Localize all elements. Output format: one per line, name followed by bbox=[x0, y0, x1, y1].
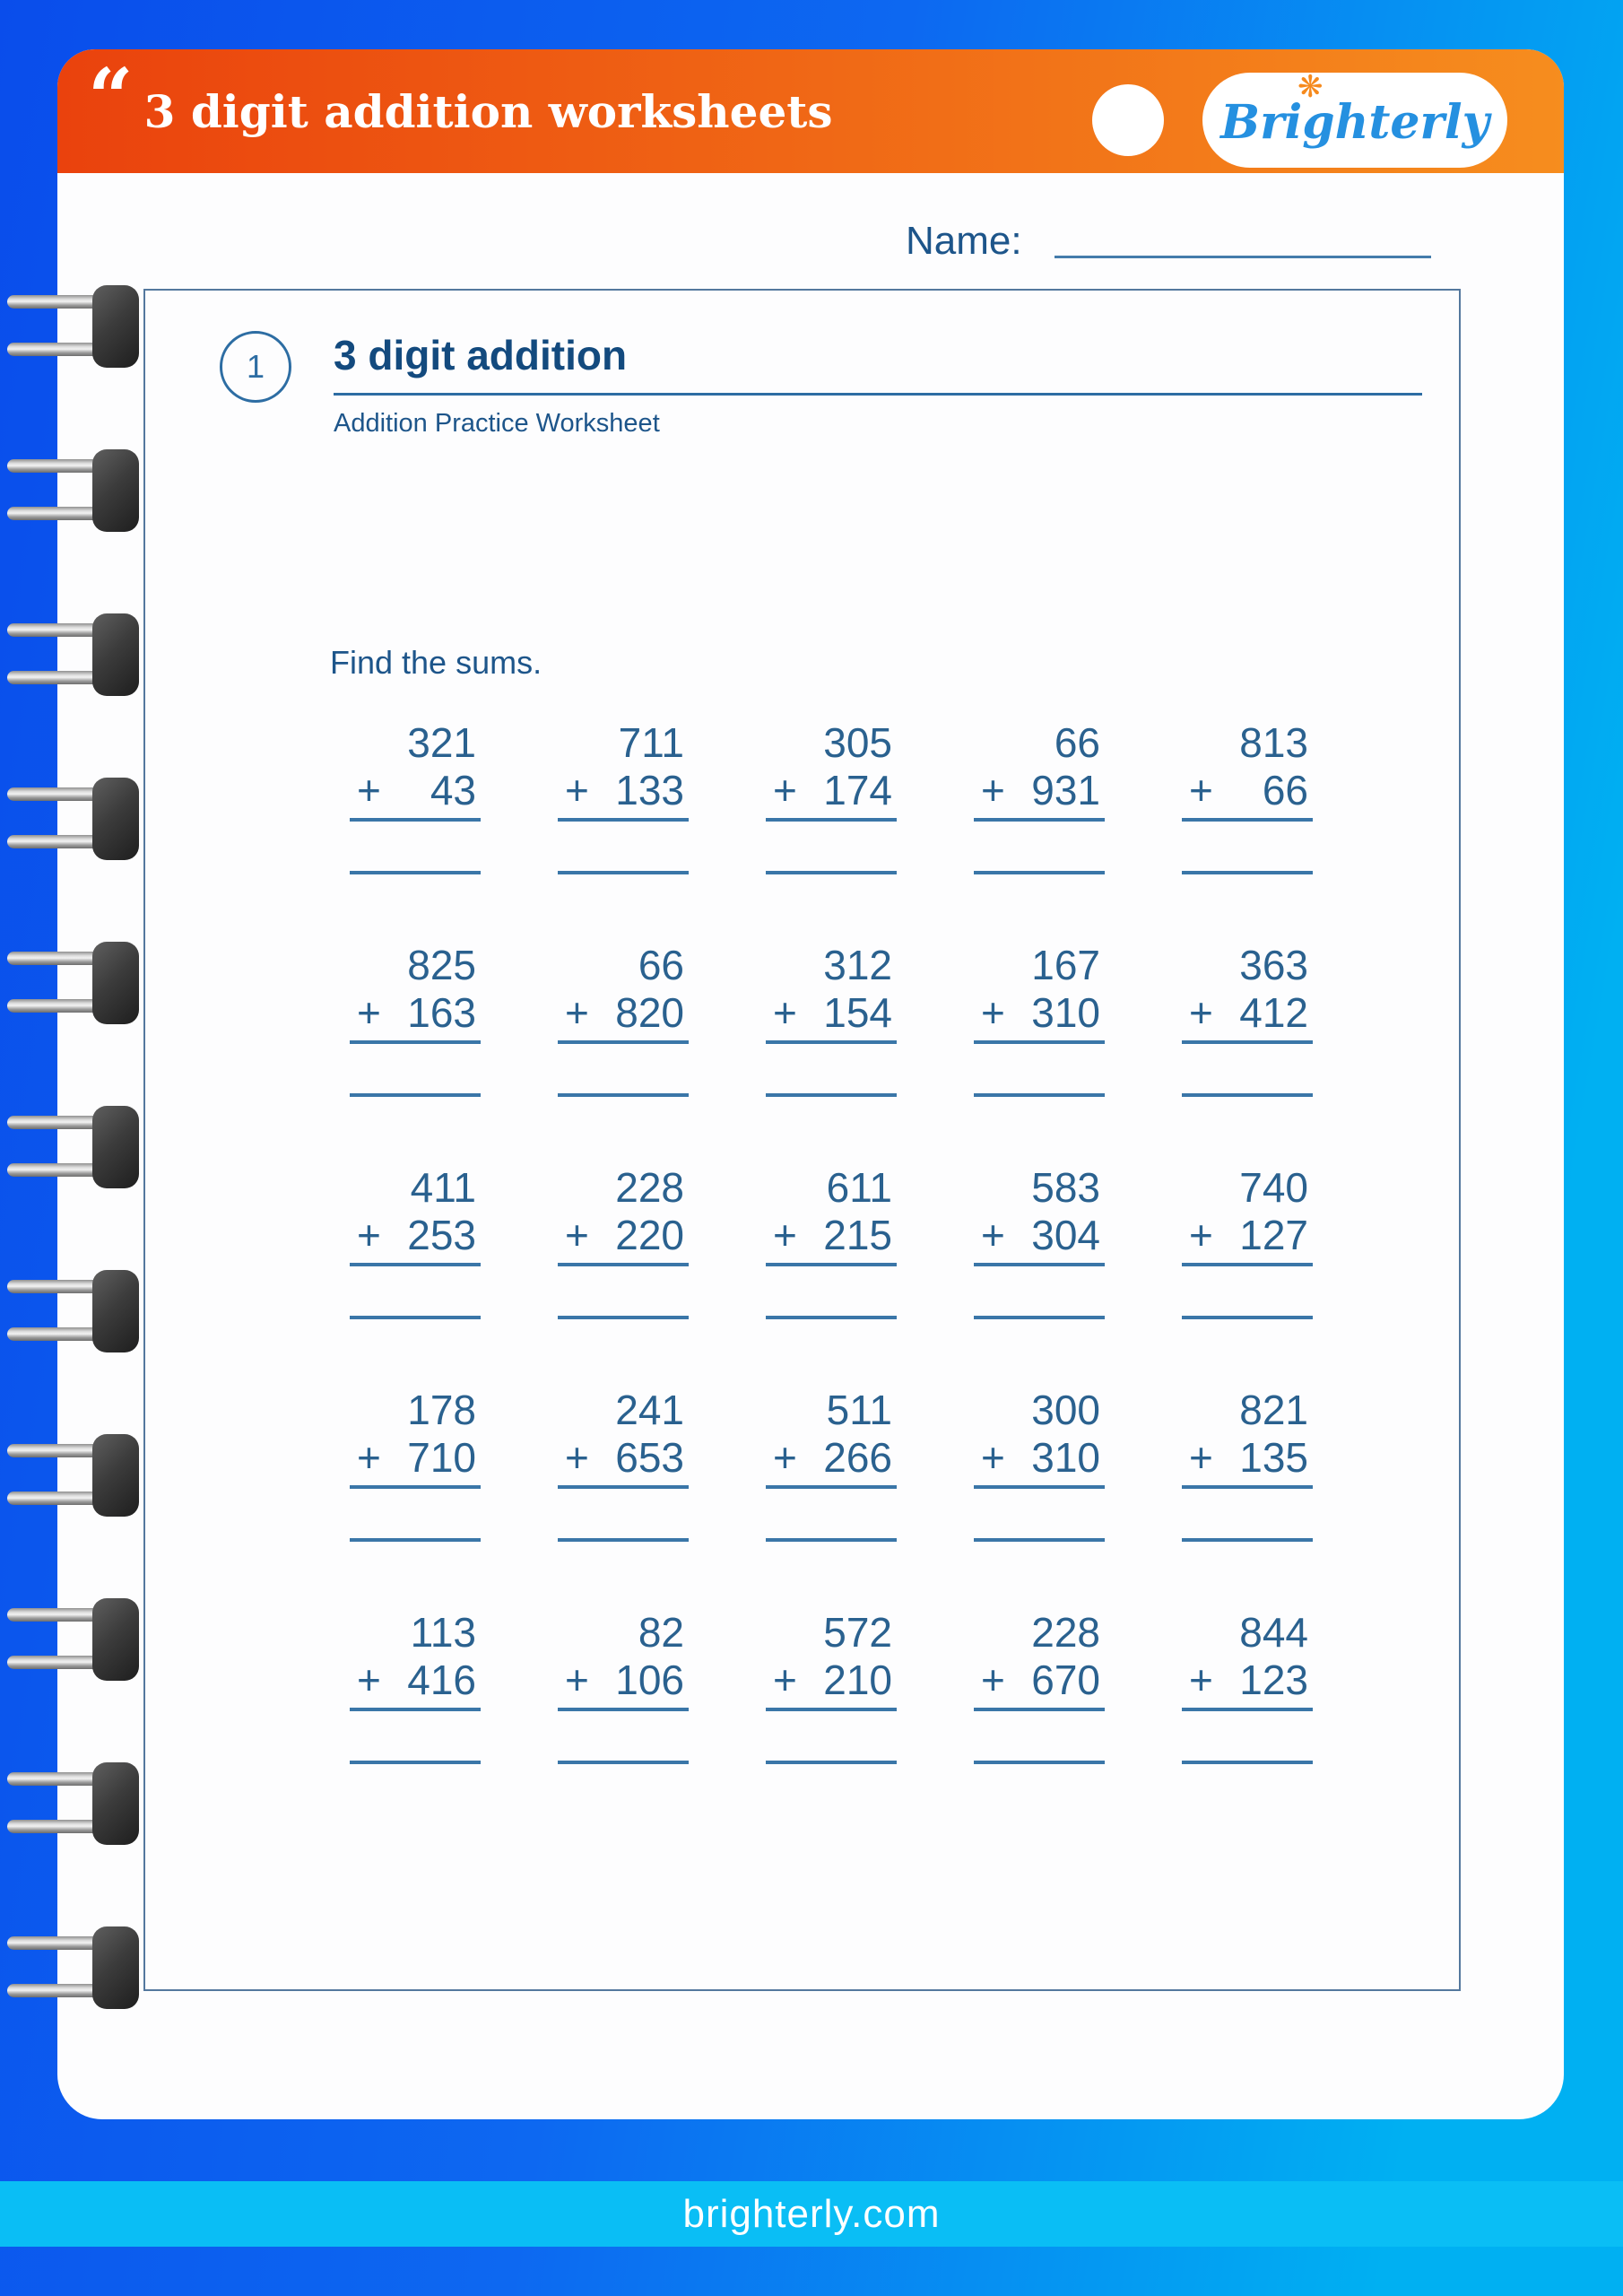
addition-problem bbox=[350, 942, 481, 1097]
sum-line bbox=[350, 1708, 481, 1711]
plus-operator: + bbox=[981, 1212, 1005, 1258]
addend-bottom: 820 bbox=[615, 989, 684, 1036]
sum-line bbox=[1182, 1485, 1313, 1489]
answer-line[interactable] bbox=[558, 1316, 689, 1319]
addend-bottom: 412 bbox=[1239, 989, 1308, 1036]
addition-problem bbox=[558, 1609, 689, 1764]
binding-clip bbox=[0, 285, 143, 368]
addition-problem bbox=[558, 942, 689, 1097]
addend-top: 241 bbox=[615, 1387, 684, 1433]
sum-line bbox=[766, 1708, 897, 1711]
addend-bottom: 266 bbox=[823, 1434, 892, 1481]
sum-line bbox=[1182, 818, 1313, 822]
name-label: Name: bbox=[906, 219, 1022, 263]
answer-line[interactable] bbox=[350, 1761, 481, 1764]
problems-grid bbox=[350, 719, 1313, 1764]
plus-operator: + bbox=[357, 767, 381, 813]
sum-line bbox=[558, 818, 689, 822]
plus-operator: + bbox=[1189, 767, 1213, 813]
sum-line bbox=[558, 1040, 689, 1044]
instruction-text: Find the sums. bbox=[330, 644, 542, 681]
binding-clip-body bbox=[92, 449, 139, 532]
plus-operator: + bbox=[981, 1657, 1005, 1703]
worksheet-title: 3 digit addition bbox=[334, 332, 628, 378]
sum-line bbox=[350, 818, 481, 822]
addition-problem bbox=[974, 1609, 1105, 1764]
sum-line bbox=[1182, 1040, 1313, 1044]
addend-top: 583 bbox=[1031, 1164, 1100, 1211]
addition-problem bbox=[1182, 942, 1313, 1097]
binding-clip-body bbox=[92, 942, 139, 1024]
sum-line bbox=[974, 1040, 1105, 1044]
worksheet-subtitle: Addition Practice Worksheet bbox=[334, 409, 660, 438]
addend-top: 228 bbox=[1031, 1609, 1100, 1656]
name-fill-line[interactable] bbox=[1055, 256, 1431, 258]
answer-line[interactable] bbox=[1182, 1093, 1313, 1097]
addend-top: 178 bbox=[407, 1387, 476, 1433]
binding-clip bbox=[0, 449, 143, 532]
sum-line bbox=[974, 1708, 1105, 1711]
binding-clip-body bbox=[92, 1762, 139, 1845]
addend-bottom: 653 bbox=[615, 1434, 684, 1481]
addend-bottom: 310 bbox=[1031, 989, 1100, 1036]
answer-line[interactable] bbox=[974, 1538, 1105, 1542]
sum-line bbox=[766, 818, 897, 822]
answer-line[interactable] bbox=[974, 1093, 1105, 1097]
answer-line[interactable] bbox=[766, 1538, 897, 1542]
addend-top: 813 bbox=[1239, 719, 1308, 766]
plus-operator: + bbox=[565, 1657, 589, 1703]
plus-operator: + bbox=[565, 989, 589, 1036]
sum-line bbox=[558, 1485, 689, 1489]
plus-operator: + bbox=[773, 1434, 797, 1481]
sum-line bbox=[766, 1263, 897, 1266]
plus-operator: + bbox=[357, 989, 381, 1036]
addend-top: 228 bbox=[615, 1164, 684, 1211]
binding-clip bbox=[0, 1434, 143, 1517]
addend-top: 572 bbox=[823, 1609, 892, 1656]
plus-operator: + bbox=[773, 1657, 797, 1703]
addend-bottom: 123 bbox=[1239, 1657, 1308, 1703]
addition-problem bbox=[974, 1387, 1105, 1542]
addend-top: 82 bbox=[638, 1609, 684, 1656]
addition-problem bbox=[766, 1387, 897, 1542]
sum-line bbox=[350, 1485, 481, 1489]
plus-operator: + bbox=[981, 1434, 1005, 1481]
answer-line[interactable] bbox=[974, 871, 1105, 874]
addend-bottom: 215 bbox=[823, 1212, 892, 1258]
plus-operator: + bbox=[981, 989, 1005, 1036]
sum-line bbox=[558, 1263, 689, 1266]
binding-clip-body bbox=[92, 1598, 139, 1681]
sum-line bbox=[1182, 1708, 1313, 1711]
addend-top: 363 bbox=[1239, 942, 1308, 988]
sum-line bbox=[974, 1485, 1105, 1489]
addend-bottom: 304 bbox=[1031, 1212, 1100, 1258]
addition-problem bbox=[558, 1387, 689, 1542]
addition-problem bbox=[350, 1164, 481, 1319]
plus-operator: + bbox=[565, 767, 589, 813]
addend-top: 66 bbox=[638, 942, 684, 988]
worksheet-page bbox=[57, 49, 1564, 2119]
answer-line[interactable] bbox=[558, 1093, 689, 1097]
addend-top: 844 bbox=[1239, 1609, 1308, 1656]
plus-operator: + bbox=[1189, 989, 1213, 1036]
addition-problem bbox=[1182, 1387, 1313, 1542]
addend-bottom: 66 bbox=[1262, 767, 1308, 813]
addend-bottom: 43 bbox=[430, 767, 476, 813]
plus-operator: + bbox=[1189, 1212, 1213, 1258]
addend-bottom: 931 bbox=[1031, 767, 1100, 813]
answer-line[interactable] bbox=[350, 1538, 481, 1542]
answer-line[interactable] bbox=[1182, 1761, 1313, 1764]
logo-circle bbox=[1092, 84, 1164, 156]
addition-problem bbox=[350, 1609, 481, 1764]
addend-top: 167 bbox=[1031, 942, 1100, 988]
addition-problem bbox=[1182, 1609, 1313, 1764]
binding-clip-body bbox=[92, 778, 139, 860]
addend-bottom: 154 bbox=[823, 989, 892, 1036]
answer-line[interactable] bbox=[558, 1761, 689, 1764]
title-divider bbox=[334, 393, 1422, 396]
binding-clip-body bbox=[92, 1434, 139, 1517]
plus-operator: + bbox=[773, 989, 797, 1036]
binding-clip bbox=[0, 613, 143, 696]
binding-clip bbox=[0, 1926, 143, 2009]
addend-top: 511 bbox=[826, 1387, 892, 1433]
addend-top: 740 bbox=[1239, 1164, 1308, 1211]
addend-top: 312 bbox=[823, 942, 892, 988]
addend-bottom: 163 bbox=[407, 989, 476, 1036]
page-title: 3 digit addition worksheets bbox=[143, 84, 833, 138]
sum-line bbox=[766, 1485, 897, 1489]
binding-clip bbox=[0, 942, 143, 1024]
brighterly-logo[interactable] bbox=[1202, 70, 1507, 168]
binding-clip bbox=[0, 1762, 143, 1845]
addend-bottom: 670 bbox=[1031, 1657, 1100, 1703]
addition-problem bbox=[974, 1164, 1105, 1319]
footer-site-link[interactable]: brighterly.com bbox=[682, 2191, 941, 2236]
binding-clip bbox=[0, 1106, 143, 1188]
sun-icon: ❋ bbox=[1298, 70, 1324, 104]
answer-line[interactable] bbox=[974, 1761, 1105, 1764]
answer-line[interactable] bbox=[350, 871, 481, 874]
addition-problem bbox=[974, 719, 1105, 874]
addend-bottom: 127 bbox=[1239, 1212, 1308, 1258]
footer-band bbox=[0, 2181, 1623, 2247]
exercise-number-badge: 1 bbox=[220, 331, 291, 403]
answer-line[interactable] bbox=[766, 1093, 897, 1097]
plus-operator: + bbox=[565, 1212, 589, 1258]
addend-top: 825 bbox=[407, 942, 476, 988]
sum-line bbox=[350, 1040, 481, 1044]
addend-top: 321 bbox=[407, 719, 476, 766]
plus-operator: + bbox=[357, 1434, 381, 1481]
binding-clip bbox=[0, 778, 143, 860]
addend-bottom: 210 bbox=[823, 1657, 892, 1703]
binding-clip-body bbox=[92, 285, 139, 368]
plus-operator: + bbox=[357, 1657, 381, 1703]
addition-problem bbox=[558, 1164, 689, 1319]
plus-operator: + bbox=[1189, 1657, 1213, 1703]
addend-bottom: 416 bbox=[407, 1657, 476, 1703]
addend-top: 300 bbox=[1031, 1387, 1100, 1433]
page-header bbox=[57, 49, 1564, 173]
sum-line bbox=[350, 1263, 481, 1266]
addend-top: 611 bbox=[826, 1164, 892, 1211]
plus-operator: + bbox=[357, 1212, 381, 1258]
addition-problem bbox=[766, 1164, 897, 1319]
quote-icon: “ bbox=[88, 49, 134, 144]
plus-operator: + bbox=[1189, 1434, 1213, 1481]
plus-operator: + bbox=[773, 767, 797, 813]
binding-clip bbox=[0, 1598, 143, 1681]
addend-top: 711 bbox=[618, 719, 684, 766]
addition-problem bbox=[766, 1609, 897, 1764]
answer-line[interactable] bbox=[766, 1761, 897, 1764]
answer-line[interactable] bbox=[766, 871, 897, 874]
answer-line[interactable] bbox=[974, 1316, 1105, 1319]
answer-line[interactable] bbox=[1182, 1316, 1313, 1319]
addend-top: 66 bbox=[1054, 719, 1100, 766]
addend-bottom: 106 bbox=[615, 1657, 684, 1703]
addend-bottom: 135 bbox=[1239, 1434, 1308, 1481]
addition-problem bbox=[766, 942, 897, 1097]
binding-clip-body bbox=[92, 1270, 139, 1352]
addition-problem bbox=[766, 719, 897, 874]
addition-problem bbox=[558, 719, 689, 874]
answer-line[interactable] bbox=[558, 871, 689, 874]
binding-clip-body bbox=[92, 613, 139, 696]
binding-clip-body bbox=[92, 1926, 139, 2009]
sum-line bbox=[974, 1263, 1105, 1266]
answer-line[interactable] bbox=[1182, 871, 1313, 874]
plus-operator: + bbox=[565, 1434, 589, 1481]
binding-clip bbox=[0, 1270, 143, 1352]
answer-line[interactable] bbox=[350, 1316, 481, 1319]
addition-problem bbox=[350, 719, 481, 874]
sum-line bbox=[1182, 1263, 1313, 1266]
binding-clip-body bbox=[92, 1106, 139, 1188]
addend-top: 113 bbox=[410, 1609, 476, 1656]
addition-problem bbox=[1182, 1164, 1313, 1319]
plus-operator: + bbox=[981, 767, 1005, 813]
addend-bottom: 220 bbox=[615, 1212, 684, 1258]
brighterly-logo-text: Brighterly bbox=[1220, 94, 1489, 150]
sum-line bbox=[974, 818, 1105, 822]
sum-line bbox=[558, 1708, 689, 1711]
addend-top: 821 bbox=[1239, 1387, 1308, 1433]
addend-bottom: 174 bbox=[823, 767, 892, 813]
addend-bottom: 710 bbox=[407, 1434, 476, 1481]
addend-top: 411 bbox=[410, 1164, 476, 1211]
sum-line bbox=[766, 1040, 897, 1044]
addition-problem bbox=[974, 942, 1105, 1097]
answer-line[interactable] bbox=[1182, 1538, 1313, 1542]
addend-bottom: 310 bbox=[1031, 1434, 1100, 1481]
plus-operator: + bbox=[773, 1212, 797, 1258]
addend-bottom: 253 bbox=[407, 1212, 476, 1258]
answer-line[interactable] bbox=[558, 1538, 689, 1542]
addend-top: 305 bbox=[823, 719, 892, 766]
answer-line[interactable] bbox=[350, 1093, 481, 1097]
answer-line[interactable] bbox=[766, 1316, 897, 1319]
addition-problem bbox=[350, 1387, 481, 1542]
worksheet-box bbox=[143, 289, 1461, 1991]
addition-problem bbox=[1182, 719, 1313, 874]
addend-bottom: 133 bbox=[615, 767, 684, 813]
